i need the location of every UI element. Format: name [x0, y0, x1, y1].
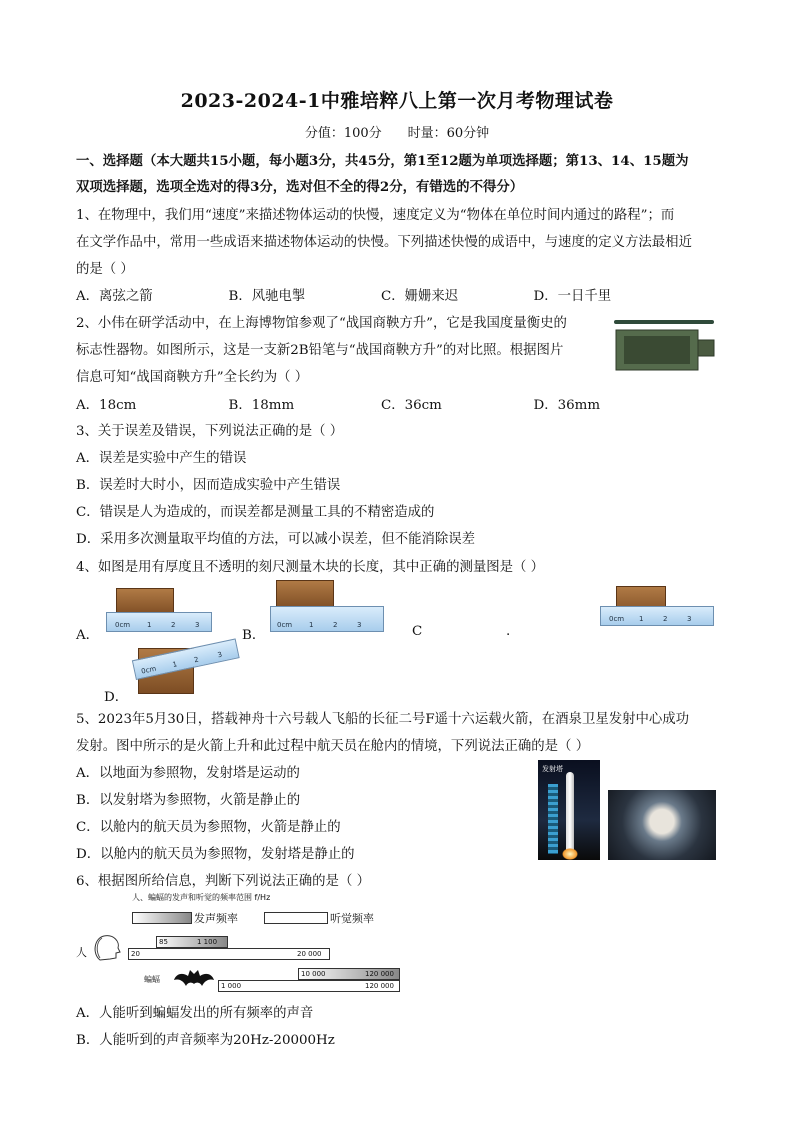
- ruler-tick-1: 1: [147, 621, 152, 629]
- q3-option-c[interactable]: C．错误是人为造成的，而误差都是测量工具的不精密造成的: [76, 505, 435, 520]
- freq-chart-title: 人、蝙蝠的发声和听觉的频率范围 f/Hz: [132, 893, 271, 902]
- section-heading-1: 一、选择题（本大题共15小题，每小题3分，共45分，第1至12题为单项选择题；第13、14、15题为: [76, 153, 689, 169]
- legend-emit-label: 发声频率: [194, 912, 238, 925]
- q4-label-a[interactable]: A．: [76, 628, 100, 643]
- q2-option-b[interactable]: B．18mm: [228, 398, 295, 413]
- astronauts-cabin-photo: [608, 790, 716, 860]
- section-heading-2: 双项选择题，选项全选对的得3分，选对但不全的得2分，有错选的不得分）: [76, 179, 524, 195]
- q2-option-d[interactable]: D．36mm: [533, 398, 601, 413]
- time-info: 时量：60分钟: [407, 126, 490, 141]
- launch-tower-label: 发射塔: [542, 765, 563, 773]
- q2-options: [76, 394, 686, 413]
- bat-emit-min: 10 000: [301, 970, 326, 978]
- q4-label-dot: .: [506, 624, 511, 639]
- q6-line-1: 6、根据图所给信息，判断下列说法正确的是（ ）: [76, 874, 370, 889]
- q4-label-c[interactable]: C: [412, 624, 423, 639]
- bat-emit-max: 120 000: [365, 970, 394, 978]
- score-info: 分值：100分: [304, 126, 382, 141]
- q6-option-b[interactable]: B．人能听到的声音频率为20Hz-20000Hz: [76, 1033, 335, 1048]
- q4-label-d[interactable]: D．: [104, 690, 129, 705]
- human-hear-min: 20: [131, 950, 140, 958]
- bat-hear-max: 120 000: [365, 982, 394, 990]
- bat-emit-bar: [298, 968, 400, 980]
- bat-hear-bar: [218, 980, 400, 992]
- q2-option-c[interactable]: C．36cm: [381, 398, 442, 413]
- bat-hear-min: 1 000: [221, 982, 242, 990]
- q3-option-b[interactable]: B．误差时大时小，因而造成实验中产生错误: [76, 478, 341, 493]
- legend-hear-swatch: [264, 912, 328, 924]
- pencil-and-measure-photo: [612, 316, 716, 376]
- bat-icon: [174, 968, 214, 988]
- q1-options: [76, 285, 686, 304]
- q4-line-1: 4、如图是用有厚度且不透明的刻尺测量木块的长度，其中正确的测量图是（ ）: [76, 560, 545, 575]
- q5-option-a[interactable]: A．以地面为参照物，发射塔是运动的: [76, 766, 300, 781]
- q2-line-3: 信息可知“战国商鞅方升”全长约为（ ）: [76, 370, 309, 385]
- q1-option-c[interactable]: C．姗姗来迟: [381, 289, 459, 304]
- q4-figure-b: 0cm 1 2 3: [266, 580, 384, 636]
- ruler-tick-0: 0cm: [115, 621, 131, 629]
- human-label: 人: [76, 946, 87, 959]
- q4-figure-d: 0cm 1 2 3: [132, 642, 244, 694]
- q1-option-b[interactable]: B．风驰电掣: [228, 289, 306, 304]
- q5-line-1: 5、2023年5月30日，搭载神舟十六号载人飞船的长征二号F遥十六运载火箭，在酒泉卫星发射中心成功: [76, 712, 690, 727]
- q3-option-a[interactable]: A．误差是实验中产生的错误: [76, 451, 247, 466]
- human-emit-bar: [156, 936, 228, 948]
- q4-figure-a: [100, 584, 212, 636]
- q1-line-1: 1、在物理中，我们用“速度”来描述物体运动的快慢，速度定义为“物体在单位时间内通过的路程”；而: [76, 208, 675, 223]
- q3-line-1: 3、关于误差及错误，下列说法正确的是（ ）: [76, 424, 344, 439]
- q2-option-a[interactable]: A．18cm: [76, 398, 137, 413]
- legend-hear-label: 听觉频率: [330, 912, 374, 925]
- q4-label-b[interactable]: B．: [242, 628, 266, 643]
- ruler-tick-2: 2: [171, 621, 176, 629]
- q5-option-d[interactable]: D．以舱内的航天员为参照物，发射塔是静止的: [76, 847, 355, 862]
- page-title: 2023-2024-1中雅培粹八上第一次月考物理试卷: [180, 90, 614, 112]
- q1-line-2: 在文学作品中，常用一些成语来描述物体运动的快慢。下列描述快慢的成语中，与速度的定义方法最相近: [76, 235, 692, 250]
- ruler-tick-3: 3: [195, 621, 200, 629]
- rocket-launch-photo: [538, 760, 600, 860]
- q2-line-2: 标志性器物。如图所示，这是一支新2B铅笔与“战国商鞅方升”的对比照。根据图片: [76, 343, 564, 358]
- exam-meta: [0, 122, 794, 141]
- q1-option-d[interactable]: D．一日千里: [533, 289, 612, 304]
- q3-option-d[interactable]: D．采用多次测量取平均值的方法，可以减小误差，但不能消除误差: [76, 532, 476, 547]
- human-head-icon: [90, 932, 122, 962]
- q5-option-b[interactable]: B．以发射塔为参照物，火箭是静止的: [76, 793, 301, 808]
- q4-figure-c: 0cm 1 2 3: [598, 584, 716, 636]
- q6-option-a[interactable]: A．人能听到蝙蝠发出的所有频率的声音: [76, 1006, 314, 1021]
- q5-option-c[interactable]: C．以舱内的航天员为参照物，火箭是静止的: [76, 820, 341, 835]
- q5-line-2: 发射。图中所示的是火箭上升和此过程中航天员在舱内的情境，下列说法正确的是（ ）: [76, 739, 590, 754]
- human-emit-max: 1 100: [197, 938, 218, 946]
- legend-emit-swatch: [132, 912, 192, 924]
- bat-label: 蝙蝠: [144, 975, 160, 984]
- frequency-range-figure: [76, 890, 416, 996]
- q1-option-a[interactable]: A．离弦之箭: [76, 289, 153, 304]
- q2-line-1: 2、小伟在研学活动中，在上海博物馆参观了“战国商鞅方升”，它是我国度量衡史的: [76, 316, 567, 331]
- human-hear-bar: [128, 948, 330, 960]
- q1-line-3: 的是（ ）: [76, 262, 134, 277]
- human-emit-min: 85: [159, 938, 168, 946]
- human-hear-max: 20 000: [297, 950, 322, 958]
